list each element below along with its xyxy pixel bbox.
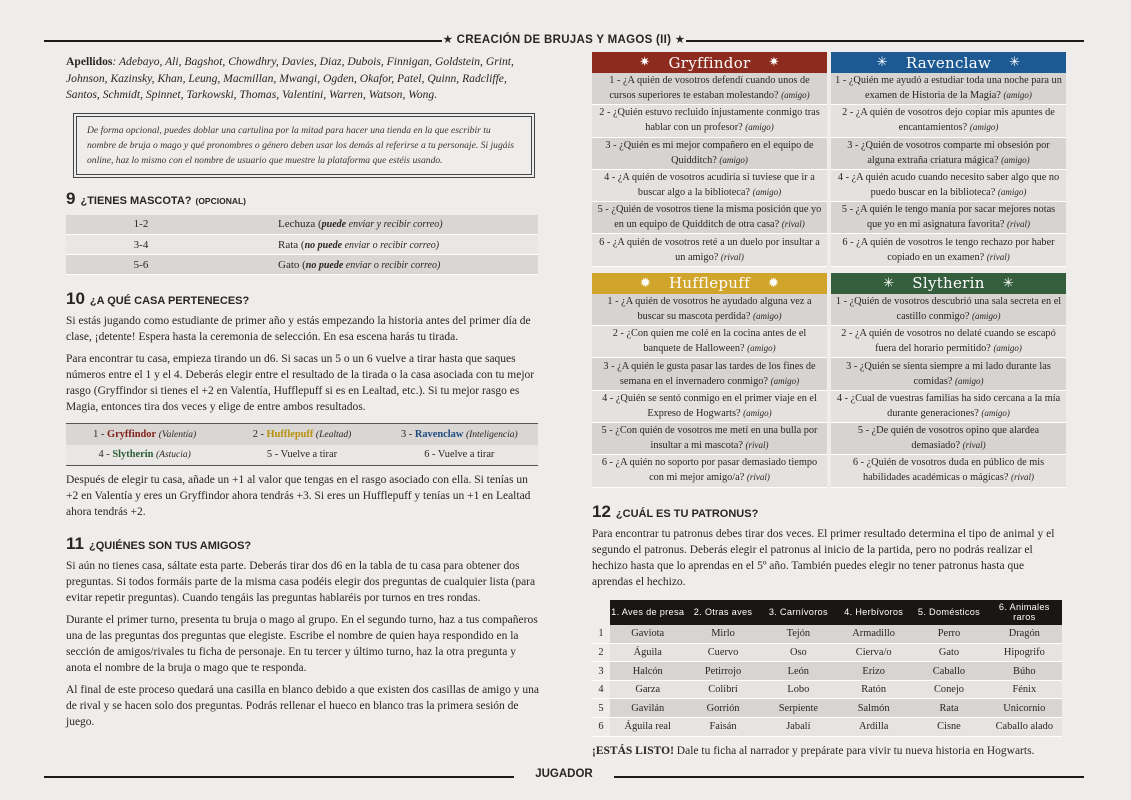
star-icon: ✳ [1009, 55, 1021, 70]
row-number: 5 [592, 699, 610, 718]
table-cell: Tejón [761, 625, 836, 644]
list-item: 4 - ¿A quién acudo cuando necesito saber algo que no puedo buscar en la biblioteca? (amigo) [831, 170, 1066, 202]
table-row [592, 643, 1062, 662]
ready-line: ¡ESTÁS LISTO! Dale tu ficha al narrador y prepárate para vivir tu nueva historia en Hogwarts. [592, 744, 1035, 757]
list-item: 4 - ¿Cual de vuestras familias ha sido cercana a la mía durante generaciones? (amigo) [831, 391, 1066, 423]
gryffindor-header: ✷ Gryffindor ✷ [592, 52, 827, 73]
section-9-heading [66, 189, 540, 209]
column-header: 1. Aves de presa [610, 600, 685, 625]
surnames-label: Apellidos [66, 55, 113, 68]
house-roll-gryffindor: 1 - Gryffindor (Valentía) [66, 424, 223, 445]
table-row [66, 255, 538, 275]
table-cell: Águila real [610, 718, 685, 737]
row-number: 3 [592, 662, 610, 681]
list-item: 3 - ¿Quién es mi mejor compañero en el equipo de Quidditch? (amigo) [592, 138, 827, 170]
header-rule-right [686, 40, 1084, 42]
row-number: 2 [592, 643, 610, 662]
table-cell: Garza [610, 680, 685, 699]
table-row [66, 235, 538, 255]
house-roll-6: 6 - Vuelve a tirar [381, 445, 538, 466]
ravenclaw-question-list [831, 73, 1066, 267]
gryffindor-questions [592, 52, 827, 267]
section-11-heading [66, 534, 540, 554]
section-10-title: ¿A QUÉ CASA PERTENECES? [89, 295, 250, 307]
list-item: 1 - ¿Quién me ayudó a estudiar toda una noche para un examen de Historia de la Magia? (amigo) [831, 73, 1066, 105]
slytherin-questions [831, 273, 1066, 488]
star-icon: ✹ [639, 275, 652, 291]
list-item: 5 - ¿A quién le tengo manía por sacar mejores notas que yo en mi asignatura favorita? (rival) [831, 202, 1066, 234]
star-icon: ✳ [883, 275, 895, 291]
table-cell: Unicornio [987, 699, 1062, 718]
table-cell: Armadillo [836, 625, 911, 644]
table-cell: Halcón [610, 662, 685, 681]
table-cell: Perro [911, 625, 986, 644]
house-roll-table [66, 423, 538, 466]
row-number: 1 [592, 625, 610, 644]
left-column [66, 54, 540, 730]
table-row [592, 625, 1062, 644]
list-item: 5 - ¿Quién de vosotros tiene la misma posición que yo en un equipo de Quidditch de otra casa? (rival) [592, 202, 827, 234]
star-icon: ✷ [768, 55, 780, 70]
section-11-title: ¿QUIÉNES SON TUS AMIGOS? [88, 540, 252, 552]
table-cell: Fénix [987, 680, 1062, 699]
table-cell: Faisán [685, 718, 760, 737]
table-row [66, 424, 538, 445]
table-cell: Ratón [836, 680, 911, 699]
table-cell: Cierva/o [836, 643, 911, 662]
footer-rule-right [614, 776, 1084, 778]
section-12-heading [592, 502, 1066, 522]
pet-result: Gato (no puede enviar o recibir correo) [216, 255, 538, 275]
section-10-number: 10 [66, 289, 85, 308]
column-header: 6. Animales raros [987, 600, 1062, 625]
list-item: 2 - ¿Quién estuvo recluido injustamente conmigo tras hablar con un profesor? (amigo) [592, 105, 827, 137]
section-12-paragraph-1: Para encontrar tu patronus debes tirar dos veces. El primer resultado determina el tipo de animal y el segundo el patronus. Deberás elegir el patronus al inicio de la partida, pero no podrás realizar el hechizo hasta que lo aprendas en el 5º año. También puedes elegir no tener patronus hasta que aprendas el hechizo. [592, 527, 1055, 588]
page-title: ★ CREACIÓN DE BRUJAS Y MAGOS (II) ★ [442, 34, 686, 46]
table-cell: Cuervo [685, 643, 760, 662]
list-item: 6 - ¿A quién de vosotros reté a un duelo por insultar a un amigo? (rival) [592, 234, 827, 266]
table-cell: Colibrí [685, 680, 760, 699]
list-item: 3 - ¿Quién se sienta siempre a mi lado durante las comidas? (amigo) [831, 358, 1066, 390]
table-cell: Caballo alado [987, 718, 1062, 737]
page-header [44, 30, 1084, 48]
table-cell: Serpiente [761, 699, 836, 718]
hufflepuff-questions [592, 273, 827, 488]
section-11-paragraph-3: Al final de este proceso quedará una casilla en blanco debido a que existen dos casillas de amigo y una de rival y se hacen solo dos preguntas. Podrás rellenar el hueco en blanco tras la primera sesión de juego. [66, 684, 539, 728]
slytherin-question-list [831, 294, 1066, 488]
section-11-number: 11 [66, 534, 84, 553]
section-12-number: 12 [592, 501, 611, 521]
section-10-paragraph-2: Para encontrar tu casa, empieza tirando un d6. Si sacas un 5 o un 6 vuelve a tirar hasta que saques números entre el 1 y el 4. Deberás elegir entre el resultado de la tirada o la casa asociada con tu mejor rasgo (Gryffindor si tienes el +2 en Valentía, Hufflepuff si es en Lealtad, etc.). Si tu mejor rasgo es Magia, entonces tira dos veces y elige de entre ambos resultados. [66, 353, 535, 413]
table-row [66, 445, 538, 466]
star-icon: ✷ [639, 55, 651, 70]
table-cell: Rata [911, 699, 986, 718]
section-10-paragraph-1: Si estás jugando como estudiante de primer año y estás empezando la historia antes del primer día de clase, ¡detente! Espera hasta la ceremonia de selección. En esa escena harás tu tirada. [66, 315, 531, 343]
optional-note-box: De forma opcional, puedes doblar una cartulina por la mitad para hacer una tienda en la que escribir tu nombre de bruja o mago y qué pronombres o género deben usar los demás al referirse a tu personaje. Si jugáis online, haz lo mismo con el nombre de usuario que muestre la plataforma que estéis usando. [76, 116, 532, 175]
table-cell: Oso [761, 643, 836, 662]
list-item: 2 - ¿Con quien me colé en la cocina antes de el banquete de Halloween? (amigo) [592, 326, 827, 358]
table-cell: Ardilla [836, 718, 911, 737]
footer-title: JUGADOR [535, 768, 593, 780]
list-item: 4 - ¿Quién se sentó conmigo en el primer viaje en el Expreso de Hogwarts? (amigo) [592, 391, 827, 423]
list-item: 2 - ¿A quién de vosotros dejo copiar mis apuntes de encantamientos? (amigo) [831, 105, 1066, 137]
slytherin-header: ✳ Slytherin ✳ [831, 273, 1066, 294]
section-12-title: ¿CUÁL ES TU PATRONUS? [615, 507, 759, 520]
patronus-table [592, 600, 1062, 737]
table-cell: Águila [610, 643, 685, 662]
table-row [592, 662, 1062, 681]
pet-dice: 5-6 [66, 255, 216, 275]
table-cell: Lobo [761, 680, 836, 699]
house-roll-5: 5 - Vuelve a tirar [223, 445, 380, 466]
table-cell: Conejo [911, 680, 986, 699]
column-header: 4. Herbívoros [836, 600, 911, 625]
gryffindor-question-list [592, 73, 827, 267]
table-row [66, 215, 538, 235]
list-item: 3 - ¿A quién le gusta pasar las tardes de los fines de semana en el invernadero conmigo? (amigo) [592, 358, 827, 390]
table-cell: Gato [911, 643, 986, 662]
table-row [592, 718, 1062, 737]
ravenclaw-questions [831, 52, 1066, 267]
house-questions-row-1 [592, 52, 1066, 267]
pet-dice: 1-2 [66, 215, 216, 235]
list-item: 1 - ¿A quién de vosotros he ayudado alguna vez a buscar su mascota perdida? (amigo) [592, 294, 827, 326]
header-spacer [592, 600, 610, 625]
section-9-number: 9 [66, 188, 76, 208]
list-item: 3 - ¿Quién de vosotros comparte mi obsesión por alguna extraña criatura mágica? (amigo) [831, 138, 1066, 170]
pet-result: Lechuza (puede enviar y recibir correo) [216, 215, 538, 235]
table-cell: Petirrojo [685, 662, 760, 681]
surnames-list: : Adebayo, Ali, Bagshot, Chowdhry, Davies, Diaz, Dubois, Finnigan, Goldstein, Grint, Johnson, Kazinsky, Khan, Leung, Macmillan, Mwangi, Ogden, Okafor, Patel, Quinn, Radcliffe, Santos, Schmidt, Spinnet, Tarkowski, Thomas, Valentini, Warren, Watson, Wong. [66, 55, 514, 101]
pet-dice: 3-4 [66, 235, 216, 255]
table-cell: Gaviota [610, 625, 685, 644]
list-item: 5 - ¿Con quién de vosotros me metí en una bulla por insultar a mi mascota? (rival) [592, 423, 827, 455]
table-cell: Dragón [987, 625, 1062, 644]
list-item: 2 - ¿A quién de vosotros no delaté cuando se escapó fuera del horario permitido? (amigo) [831, 326, 1066, 358]
table-cell: Gorrión [685, 699, 760, 718]
table-cell: Hipogrifo [987, 643, 1062, 662]
right-column [592, 52, 1066, 757]
row-number: 4 [592, 680, 610, 699]
table-cell: Mirlo [685, 625, 760, 644]
table-header-row [592, 600, 1062, 625]
table-row [592, 699, 1062, 718]
table-cell: Erizo [836, 662, 911, 681]
section-10-heading [66, 289, 540, 309]
ravenclaw-header: ✳ Ravenclaw ✳ [831, 52, 1066, 73]
row-number: 6 [592, 718, 610, 737]
hufflepuff-question-list [592, 294, 827, 488]
house-roll-ravenclaw: 3 - Ravenclaw (Inteligencia) [381, 424, 538, 445]
section-11-paragraph-2: Durante el primer turno, presenta tu bruja o mago al grupo. En el segundo turno, haz a tus compañeros una de las preguntas dos preguntas que elegiste. Escribe el nombre de quien haya respondido en la sección de amigos/rivales tu ficha de personaje. En tu tercer y último turno, haz la otra pregunta y anota el nombre de la bruja o mago que te responda. [66, 614, 538, 674]
pet-result: Rata (no puede enviar o recibir correo) [216, 235, 538, 255]
column-header: 5. Domésticos [911, 600, 986, 625]
hufflepuff-header: ✹ Hufflepuff ✹ [592, 273, 827, 294]
list-item: 6 - ¿A quién de vosotros le tengo rechazo por haber copiado en un examen? (rival) [831, 234, 1066, 266]
table-row [592, 680, 1062, 699]
house-questions-row-2 [592, 273, 1066, 488]
section-9-title: ¿TIENES MASCOTA? [80, 194, 192, 207]
column-header: 2. Otras aves [685, 600, 760, 625]
page-footer [44, 767, 1084, 785]
star-icon: ✹ [767, 275, 780, 291]
star-icon: ✳ [1002, 275, 1014, 291]
list-item: 6 - ¿Quién de vosotros duda en público de mis habilidades académicas o mágicas? (rival) [831, 455, 1066, 487]
table-cell: León [761, 662, 836, 681]
table-cell: Salmón [836, 699, 911, 718]
table-cell: Caballo [911, 662, 986, 681]
surnames-paragraph [66, 54, 540, 104]
house-roll-slytherin: 4 - Slytherin (Astucia) [66, 445, 223, 466]
column-header: 3. Carnívoros [761, 600, 836, 625]
pet-table [66, 215, 538, 276]
table-cell: Jabalí [761, 718, 836, 737]
section-10-paragraph-3: Después de elegir tu casa, añade un +1 al valor que tengas en el rasgo asociado con ella. Si tenías un +2 en Valentía y eres un Gryffindor ahora tendrás +3. Si eres un Hufflepuff y tenías un +1 en Lealtad ahora tendrás +2. [66, 474, 531, 518]
table-cell: Cisne [911, 718, 986, 737]
list-item: 1 - ¿A quién de vosotros defendí cuando unos de cursos superiores te estaban molestando? (amigo) [592, 73, 827, 105]
house-roll-hufflepuff: 2 - Hufflepuff (Lealtad) [223, 424, 380, 445]
list-item: 1 - ¿Quién de vosotros descubrió una sala secreta en el castillo conmigo? (amigo) [831, 294, 1066, 326]
list-item: 4 - ¿A quién de vosotros acudiría si tuviese que ir a buscar algo a la biblioteca? (amigo) [592, 170, 827, 202]
table-cell: Gavilán [610, 699, 685, 718]
list-item: 6 - ¿A quién no soporto por pasar demasiado tiempo con mi mejor amigo/a? (rival) [592, 455, 827, 487]
list-item: 5 - ¿De quién de vosotros opino que alardea demasiado? (rival) [831, 423, 1066, 455]
section-11-paragraph-1: Si aún no tienes casa, sáltate esta parte. Deberás tirar dos d6 en la tabla de tu casa para obtener dos preguntas. Si todos formáis parte de la misma casa podéis elegir dos preguntas de cualquier lista (para evitar repetir preguntas). Cuando tengáis las preguntas hablaréis por turnos en tres rondas. [66, 560, 536, 604]
section-9-optional: (OPCIONAL) [195, 195, 247, 206]
table-cell: Búho [987, 662, 1062, 681]
star-icon: ✳ [876, 55, 888, 70]
